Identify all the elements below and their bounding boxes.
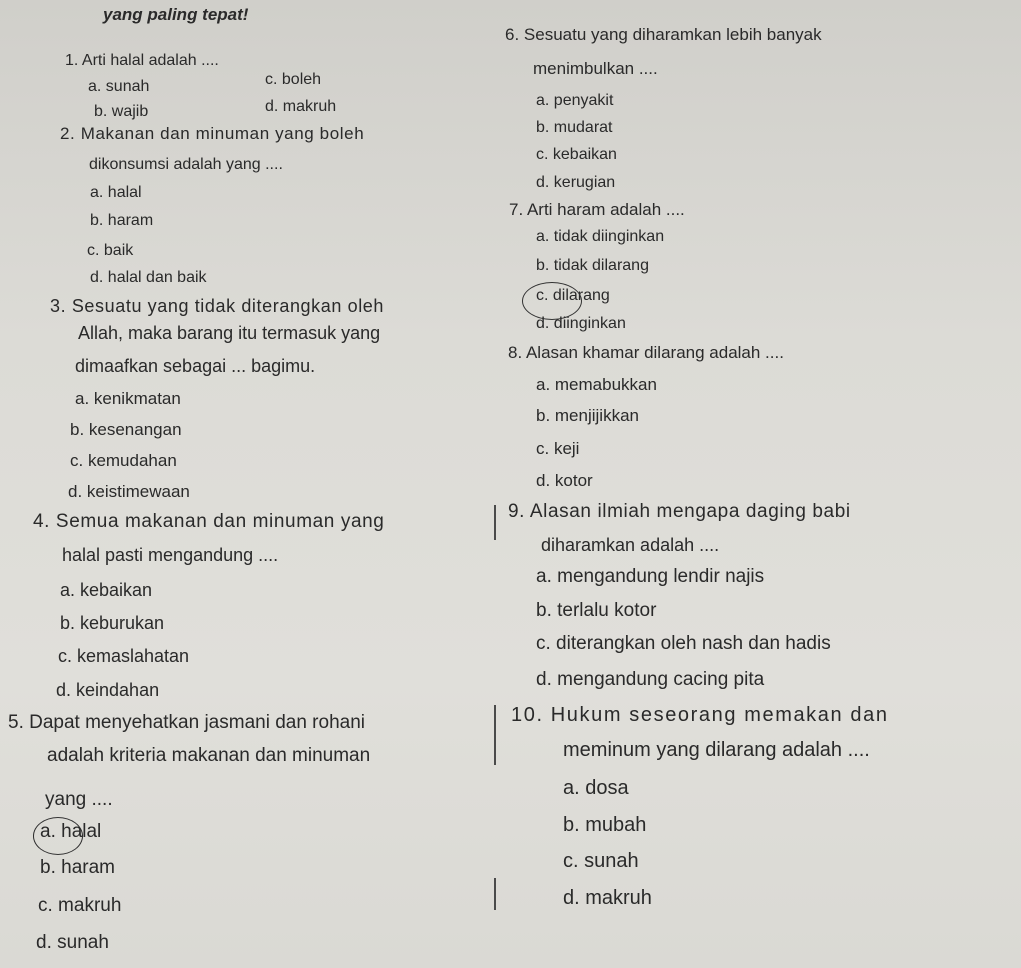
q10-option-c: c. sunah [563, 850, 639, 872]
q1-option-a: a. sunah [88, 78, 150, 95]
q6-option-d: d. kerugian [536, 174, 616, 191]
question-6: 6. Sesuatu yang diharamkan lebih banyak [505, 25, 822, 44]
q2-option-b: b. haram [90, 212, 154, 229]
q9-option-b: b. terlalu kotor [536, 600, 657, 621]
q9-option-d: d. mengandung cacing pita [536, 669, 765, 690]
q6-option-c: c. kebaikan [536, 146, 617, 163]
q2-option-c: c. baik [87, 242, 134, 259]
q5-option-c: c. makruh [38, 895, 122, 916]
question-5-cont: adalah kriteria makanan dan minuman [47, 745, 371, 766]
q4-option-b: b. keburukan [60, 613, 165, 633]
question-7: 7. Arti haram adalah .... [509, 200, 685, 219]
question-1: 1. Arti halal adalah .... [65, 52, 219, 69]
question-4: 4. Semua makanan dan minuman yang [33, 511, 385, 532]
q3-option-a: a. kenikmatan [75, 389, 181, 408]
q1-option-d: d. makruh [265, 98, 337, 115]
column-divider [494, 878, 496, 910]
column-divider [494, 505, 496, 540]
question-9-cont: diharamkan adalah .... [541, 535, 720, 555]
q9-option-a: a. mengandung lendir najis [536, 566, 765, 587]
q1-option-c: c. boleh [265, 71, 322, 88]
question-3-cont2: dimaafkan sebagai ... bagimu. [75, 356, 316, 376]
section-heading: yang paling tepat! [103, 5, 249, 24]
q8-option-b: b. menjijikkan [536, 406, 639, 425]
q5-option-b: b. haram [40, 857, 115, 878]
question-5-cont2: yang .... [45, 789, 113, 810]
question-3: 3. Sesuatu yang tidak diterangkan oleh [50, 296, 385, 316]
q8-option-c: c. keji [536, 439, 580, 458]
column-divider [494, 705, 496, 765]
question-10: 10. Hukum seseorang memakan dan [511, 704, 889, 726]
q8-option-a: a. memabukkan [536, 375, 657, 394]
q4-option-d: d. keindahan [56, 680, 160, 700]
q6-option-b: b. mudarat [536, 119, 613, 136]
q5-option-d: d. sunah [36, 932, 109, 953]
q7-option-d: d. diinginkan [536, 315, 626, 332]
q4-option-a: a. kebaikan [60, 580, 153, 600]
answer-circle [33, 817, 83, 855]
question-10-cont: meminum yang dilarang adalah .... [563, 739, 870, 761]
question-6-cont: menimbulkan .... [533, 59, 658, 78]
question-2: 2. Makanan dan minuman yang boleh [60, 124, 365, 143]
question-5: 5. Dapat menyehatkan jasmani dan rohani [8, 712, 366, 733]
question-8: 8. Alasan khamar dilarang adalah .... [508, 343, 784, 362]
q2-option-a: a. halal [90, 184, 142, 201]
q9-option-c: c. diterangkan oleh nash dan hadis [536, 633, 831, 654]
q1-option-b: b. wajib [94, 103, 149, 120]
q10-option-a: a. dosa [563, 777, 629, 799]
q4-option-c: c. kemaslahatan [58, 646, 190, 666]
question-4-cont: halal pasti mengandung .... [62, 545, 279, 565]
q6-option-a: a. penyakit [536, 92, 614, 109]
question-9: 9. Alasan ilmiah mengapa daging babi [508, 501, 851, 522]
q8-option-d: d. kotor [536, 471, 593, 490]
q10-option-b: b. mubah [563, 814, 647, 836]
q10-option-d: d. makruh [563, 887, 652, 909]
q7-option-a: a. tidak diinginkan [536, 228, 665, 245]
q2-option-d: d. halal dan baik [90, 269, 207, 286]
question-2-cont: dikonsumsi adalah yang .... [89, 156, 283, 173]
q5-option-a: a. halal [40, 821, 102, 842]
question-3-cont: Allah, maka barang itu termasuk yang [78, 323, 381, 343]
q3-option-d: d. keistimewaan [68, 482, 190, 501]
q7-option-b: b. tidak dilarang [536, 257, 649, 274]
q7-option-c: c. dilarang [536, 287, 610, 304]
q3-option-b: b. kesenangan [70, 420, 182, 439]
q3-option-c: c. kemudahan [70, 451, 177, 470]
